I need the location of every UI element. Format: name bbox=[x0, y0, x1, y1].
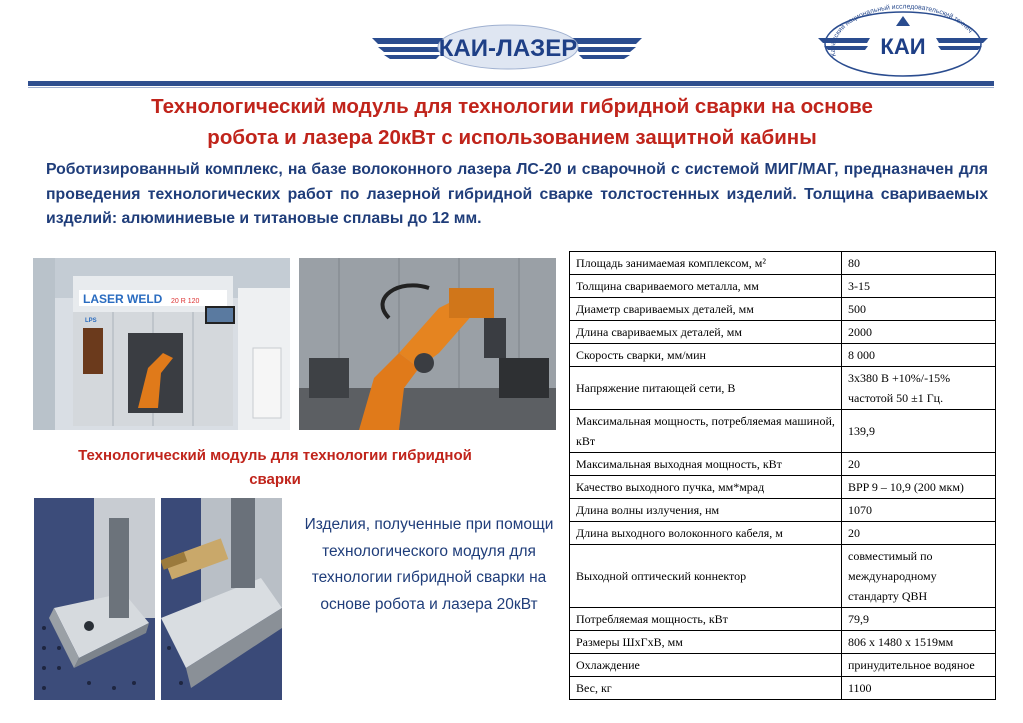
spec-value: 3-15 bbox=[842, 275, 996, 298]
spec-value: принудительное водяное bbox=[842, 654, 996, 677]
spec-value: 8 000 bbox=[842, 344, 996, 367]
spec-value: 806 х 1480 х 1519мм bbox=[842, 631, 996, 654]
spec-param: Площадь занимаемая комплексом, м² bbox=[570, 252, 842, 275]
table-row bbox=[570, 367, 996, 410]
spec-value: 500 bbox=[842, 298, 996, 321]
spec-param: Выходной оптический коннектор bbox=[570, 545, 842, 608]
spec-param: Напряжение питающей сети, В bbox=[570, 367, 842, 410]
spec-param: Максимальная выходная мощность, кВт bbox=[570, 453, 842, 476]
table-row bbox=[570, 499, 996, 522]
table-row bbox=[570, 321, 996, 344]
product-photo-1 bbox=[34, 498, 155, 700]
header-divider-thin bbox=[28, 87, 994, 88]
spec-param: Длина свариваемых деталей, мм bbox=[570, 321, 842, 344]
spec-value: 1070 bbox=[842, 499, 996, 522]
spec-value: совместимый по международному стандарту QBH bbox=[842, 545, 996, 608]
page-title bbox=[40, 91, 984, 153]
page-title-line1: Технологический модуль для технологии гибридной сварки на основе bbox=[151, 95, 873, 118]
products-caption: Изделия, полученные при помощи технологического модуля для технологии гибридной сварки на основе робота и лазера 20кВт bbox=[304, 516, 554, 613]
kai-laser-logo bbox=[372, 20, 642, 72]
spec-param: Вес, кг bbox=[570, 677, 842, 700]
spec-value: 139,9 bbox=[842, 410, 996, 453]
table-row bbox=[570, 476, 996, 499]
spec-value: 20 bbox=[842, 453, 996, 476]
table-row bbox=[570, 608, 996, 631]
table-row bbox=[570, 522, 996, 545]
table-row bbox=[570, 275, 996, 298]
table-row bbox=[570, 298, 996, 321]
table-row bbox=[570, 545, 996, 608]
intro-paragraph: Роботизированный комплекс, на базе волоконного лазера ЛС-20 и сварочной с системой МИГ/МАГ, предназначен для проведения технологических работ по лазерной гибридной сварке толстостенных изделий. Толщина свариваемых изделий: алюминиевые и титановые сплавы до 12 мм. bbox=[46, 161, 988, 227]
spec-value: 3х380 В +10%/-15% частотой 50 ±1 Гц. bbox=[842, 367, 996, 410]
table-row bbox=[570, 654, 996, 677]
header-divider bbox=[28, 81, 994, 86]
table-row bbox=[570, 631, 996, 654]
kai-logo-text: КАИ bbox=[880, 34, 926, 59]
kai-logo-ring-text: Казанский национальный исследовательский технич bbox=[829, 4, 974, 58]
kai-laser-logo-text: КАИ-ЛАЗЕР bbox=[438, 35, 578, 62]
spec-param: Длина выходного волоконного кабеля, м bbox=[570, 522, 842, 545]
spec-param: Охлаждение bbox=[570, 654, 842, 677]
spec-value: BPP 9 – 10,9 (200 мкм) bbox=[842, 476, 996, 499]
page-title-line2: робота и лазера 20кВт с использованием защитной кабины bbox=[207, 126, 817, 149]
spec-param: Скорость сварки, мм/мин bbox=[570, 344, 842, 367]
spec-value: 20 bbox=[842, 522, 996, 545]
spec-param: Толщина свариваемого металла, мм bbox=[570, 275, 842, 298]
spec-param: Качество выходного пучка, мм*мрад bbox=[570, 476, 842, 499]
spec-param: Максимальная мощность, потребляемая машиной, кВт bbox=[570, 410, 842, 453]
spec-param: Размеры ШхГхВ, мм bbox=[570, 631, 842, 654]
table-row bbox=[570, 677, 996, 700]
module-caption: Технологический модуль для технологии гибридной сварки bbox=[78, 447, 472, 488]
robot-photo bbox=[299, 258, 556, 430]
specs-table bbox=[569, 251, 996, 700]
cabin-sign-sub: 20 R 120 bbox=[171, 298, 200, 305]
table-row bbox=[570, 410, 996, 453]
product-photo-2 bbox=[161, 498, 282, 700]
spec-value: 1100 bbox=[842, 677, 996, 700]
table-row bbox=[570, 344, 996, 367]
kai-logo bbox=[818, 4, 988, 80]
table-row bbox=[570, 453, 996, 476]
spec-param: Потребляемая мощность, кВт bbox=[570, 608, 842, 631]
cabin-photo bbox=[33, 258, 290, 430]
spec-value: 80 bbox=[842, 252, 996, 275]
spec-value: 2000 bbox=[842, 321, 996, 344]
spec-value: 79,9 bbox=[842, 608, 996, 631]
spec-param: Диаметр свариваемых деталей, мм bbox=[570, 298, 842, 321]
spec-param: Длина волны излучения, нм bbox=[570, 499, 842, 522]
cabin-sign-text: LASER WELD bbox=[83, 292, 163, 306]
cabin-sign-small: LPS bbox=[85, 318, 97, 324]
table-row bbox=[570, 252, 996, 275]
